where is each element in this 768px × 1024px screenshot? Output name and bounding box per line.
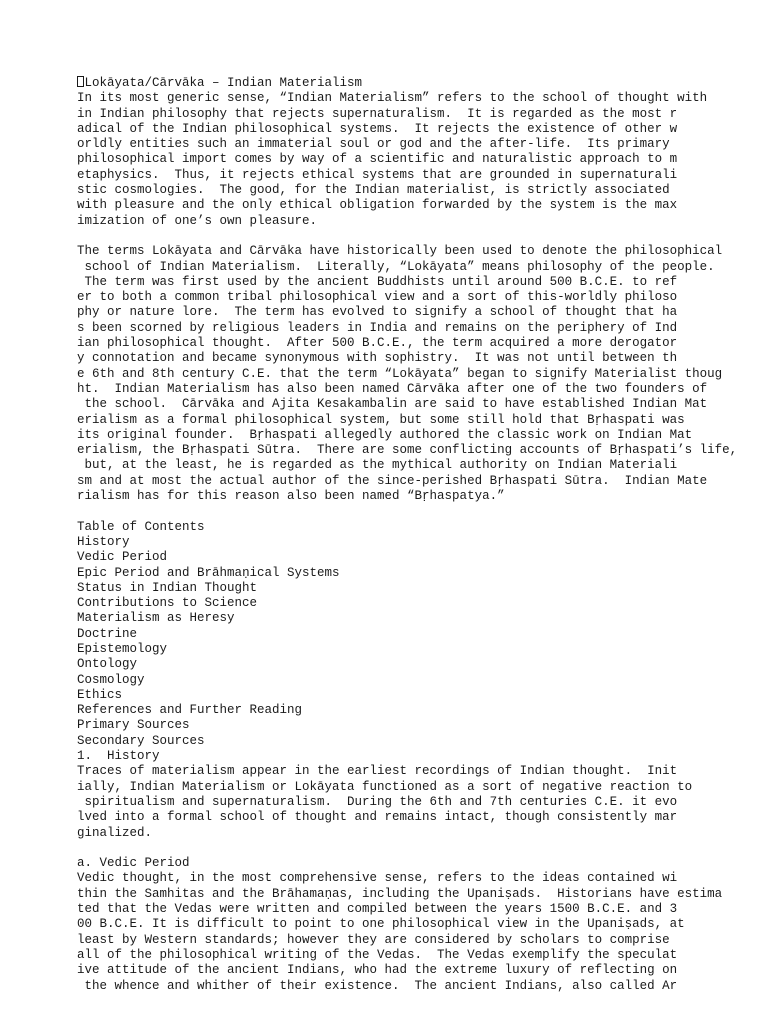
text-line: lved into a formal school of thought and remains intact, though consistently mar — [77, 810, 678, 825]
text-line: sm and at most the actual author of the since-perished Bṛhaspati Sūtra. Indian Mate — [77, 473, 708, 488]
text-line: adical of the Indian philosophical systems. It rejects the existence of other w — [77, 121, 678, 136]
toc-item-doctrine[interactable]: Doctrine — [77, 626, 138, 641]
toc-item-history[interactable]: History — [77, 534, 130, 549]
text-line: the school. Cārvāka and Ajita Kesakambalin are said to have established Indian Mat — [77, 397, 708, 412]
history-section — [77, 749, 757, 841]
vedic-period-section — [77, 856, 757, 994]
text-line: erialism as a formal philosophical system, but some still hold that Bṛhaspati was — [77, 412, 685, 427]
toc-item-secondary-sources[interactable]: Secondary Sources — [77, 733, 205, 748]
text-line: its original founder. Bṛhaspati allegedly authored the classic work on Indian Mat — [77, 427, 693, 442]
text-line: with pleasure and the only ethical obligation forwarded by the system is the max — [77, 198, 678, 213]
text-line: The term was first used by the ancient Buddhists until around 500 B.C.E. to ref — [77, 274, 678, 289]
section-heading: a. Vedic Period — [77, 856, 190, 871]
missing-glyph-icon — [77, 76, 84, 87]
text-line: ian philosophical thought. After 500 B.C.E., the term acquired a more derogator — [77, 336, 678, 351]
text-line: school of Indian Materialism. Literally, “Lokāyata” means philosophy of the people. — [77, 259, 715, 274]
table-of-contents — [77, 520, 757, 749]
toc-item-epic-period[interactable]: Epic Period and Brāhmaṇical Systems — [77, 565, 340, 580]
text-line: e 6th and 8th century C.E. that the term “Lokāyata” began to signify Materialist thoug — [77, 366, 723, 381]
intro-paragraph — [77, 91, 757, 229]
text-line: s been scorned by religious leaders in India and remains on the periphery of Ind — [77, 320, 678, 335]
toc-item-ontology[interactable]: Ontology — [77, 657, 138, 672]
text-line: ive attitude of the ancient Indians, who had the extreme luxury of reflecting on — [77, 963, 678, 978]
text-line: thin the Samhitas and the Brāhamaṇas, including the Upaniṣads. Historians have estima — [77, 886, 723, 901]
text-line: ted that the Vedas were written and compiled between the years 1500 B.C.E. and 3 — [77, 902, 678, 917]
text-line: erialism, the Bṛhaspati Sūtra. There are some conflicting accounts of Bṛhaspati’s life, — [77, 443, 738, 458]
paragraph-gap — [77, 229, 757, 244]
text-line: orldly entities such an immaterial soul or god and the after-life. Its primary — [77, 137, 670, 152]
text-line: Traces of materialism appear in the earliest recordings of Indian thought. Init — [77, 764, 678, 779]
text-line: all of the philosophical writing of the Vedas. The Vedas exemplify the speculat — [77, 947, 678, 962]
text-line: ht. Indian Materialism has also been named Cārvāka after one of the two founders of — [77, 381, 708, 396]
toc-item-primary-sources[interactable]: Primary Sources — [77, 718, 190, 733]
text-line: stic cosmologies. The good, for the Indian materialist, is strictly associated — [77, 183, 670, 198]
text-line: philosophical import comes by way of a scientific and naturalistic approach to m — [77, 152, 678, 167]
toc-item-materialism-as-heresy[interactable]: Materialism as Heresy — [77, 611, 235, 626]
toc-item-references[interactable]: References and Further Reading — [77, 703, 303, 718]
toc-item-epistemology[interactable]: Epistemology — [77, 641, 168, 656]
text-line: the whence and whither of their existence. The ancient Indians, also called Ar — [77, 978, 678, 993]
text-line: er to both a common tribal philosophical view and a sort of this-worldly philoso — [77, 290, 678, 305]
text-line: spiritualism and supernaturalism. During the 6th and 7th centuries C.E. it evo — [77, 794, 678, 809]
text-line: etaphysics. Thus, it rejects ethical systems that are grounded in supernaturali — [77, 167, 678, 182]
text-line: In its most generic sense, “Indian Materialism” refers to the school of thought with — [77, 91, 708, 106]
text-line: imization of one’s own pleasure. — [77, 213, 318, 228]
text-line: least by Western standards; however they are considered by scholars to comprise — [77, 932, 670, 947]
text-line: y connotation and became synonymous with sophistry. It was not until between th — [77, 351, 678, 366]
toc-item-contributions-to-science[interactable]: Contributions to Science — [77, 596, 258, 611]
text-line: phy or nature lore. The term has evolved to signify a school of thought that ha — [77, 305, 678, 320]
section-heading: 1. History — [77, 749, 160, 764]
paragraph-gap — [77, 841, 757, 856]
text-line: The terms Lokāyata and Cārvāka have historically been used to denote the philosophical — [77, 244, 723, 259]
text-line: in Indian philosophy that rejects supernaturalism. It is regarded as the most r — [77, 106, 678, 121]
toc-item-cosmology[interactable]: Cosmology — [77, 672, 145, 687]
text-line: but, at the least, he is regarded as the mythical authority on Indian Materiali — [77, 458, 678, 473]
toc-item-vedic-period[interactable]: Vedic Period — [77, 550, 168, 565]
text-line: Vedic thought, in the most comprehensive sense, refers to the ideas contained wi — [77, 871, 678, 886]
document-text — [77, 76, 757, 994]
terms-paragraph — [77, 244, 757, 504]
toc-heading: Table of Contents — [77, 519, 205, 534]
toc-item-ethics[interactable]: Ethics — [77, 687, 123, 702]
text-line: 00 B.C.E. It is difficult to point to one philosophical view in the Upaniṣads, at — [77, 917, 685, 932]
toc-item-status-in-indian-thought[interactable]: Status in Indian Thought — [77, 580, 258, 595]
document-title-line — [77, 76, 757, 91]
text-line: ially, Indian Materialism or Lokāyata functioned as a sort of negative reaction to — [77, 779, 693, 794]
text-line: rialism has for this reason also been named “Bṛhaspatya.” — [77, 489, 505, 504]
paragraph-gap — [77, 504, 757, 519]
text-line: ginalized. — [77, 825, 153, 840]
document-title: Lokāyata/Cārvāka – Indian Materialism — [84, 76, 363, 90]
